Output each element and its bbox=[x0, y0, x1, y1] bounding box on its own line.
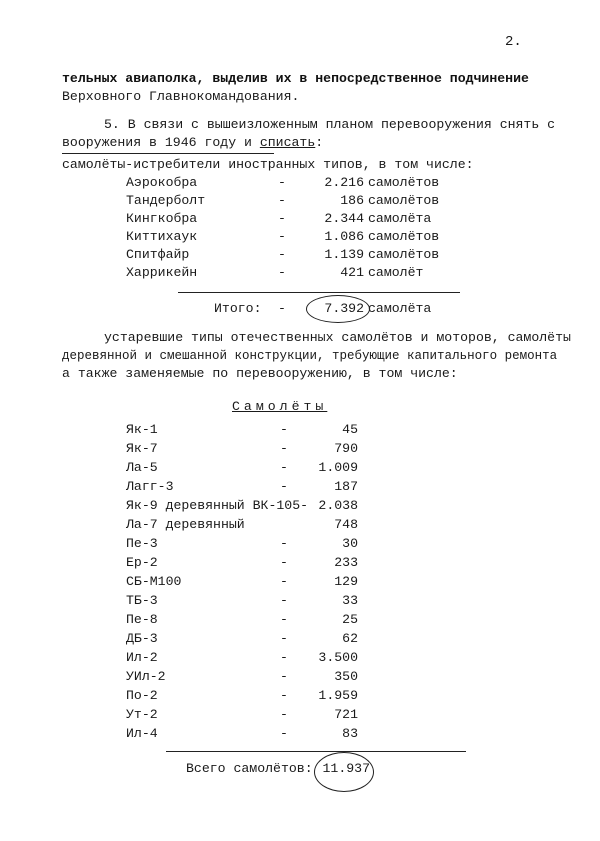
list-item bbox=[126, 174, 197, 192]
aircraft-name: УИл-2 bbox=[126, 669, 166, 684]
aircraft-name: По-2 bbox=[126, 688, 158, 703]
aircraft-name: Ил-4 bbox=[126, 726, 158, 741]
aircraft-name: ДБ-3 bbox=[126, 631, 158, 646]
list-dash: - bbox=[280, 479, 288, 494]
aircraft-unit: самолёта bbox=[368, 211, 432, 226]
list-item bbox=[126, 228, 197, 246]
list-dash: - bbox=[278, 175, 286, 190]
list-dash: - bbox=[280, 726, 288, 741]
list-dash: - bbox=[280, 650, 288, 665]
aircraft-name: Пе-8 bbox=[126, 612, 158, 627]
total-divider bbox=[178, 292, 460, 293]
aircraft-name: Як-9 деревянный ВК-105- bbox=[126, 498, 309, 513]
aircraft-unit: самолётов bbox=[368, 193, 440, 208]
intro-line-2: Верховного Главнокомандования. bbox=[62, 89, 300, 104]
aircraft-unit: самолётов bbox=[368, 229, 440, 244]
list-item bbox=[126, 210, 197, 228]
aircraft-name: Ла-5 bbox=[126, 460, 158, 475]
list-item bbox=[126, 192, 205, 210]
list-dash: - bbox=[280, 441, 288, 456]
aircraft-name: Аэрокобра bbox=[126, 175, 198, 190]
list-dash: - bbox=[278, 211, 286, 226]
list-dash: - bbox=[280, 631, 288, 646]
aircraft-count: 3.500 bbox=[318, 650, 358, 665]
aircraft-count: 233 bbox=[334, 555, 358, 570]
aircraft-name: Ер-2 bbox=[126, 555, 158, 570]
aircraft-name: Спитфайр bbox=[126, 247, 190, 262]
aircraft-count: 83 bbox=[342, 726, 358, 741]
list-dash: - bbox=[280, 536, 288, 551]
list-dash: - bbox=[278, 229, 286, 244]
aircraft-count: 30 bbox=[342, 536, 358, 551]
hand-drawn-circle bbox=[314, 752, 374, 792]
aircraft-name: Як-1 bbox=[126, 422, 158, 437]
write-off-word: списать bbox=[259, 135, 316, 150]
aircraft-count: 186 bbox=[340, 193, 364, 208]
aircraft-count: 790 bbox=[334, 441, 358, 456]
aircraft-count: 421 bbox=[340, 265, 364, 280]
aircraft-count: 350 bbox=[334, 669, 358, 684]
aircraft-count: 25 bbox=[342, 612, 358, 627]
point5-line-2-colon: : bbox=[315, 135, 324, 150]
list-item bbox=[126, 246, 189, 264]
list-dash: - bbox=[280, 422, 288, 437]
point5-line-1: 5. В связи с вышеизложенным планом перевооружения снять с bbox=[104, 117, 556, 132]
list-dash: - bbox=[278, 265, 286, 280]
obsolete-line-3: а также заменяемые по перевооружению, в том числе: bbox=[62, 366, 458, 381]
hand-drawn-circle bbox=[306, 295, 370, 323]
aircraft-unit: самолётов bbox=[368, 175, 440, 190]
list-dash: - bbox=[280, 574, 288, 589]
point5-line-2 bbox=[62, 135, 323, 151]
aircraft-name: СБ-М100 bbox=[126, 574, 182, 589]
aircraft-name: Ла-7 деревянный bbox=[126, 517, 245, 532]
list-dash: - bbox=[280, 593, 288, 608]
point5-line-3: самолёты-истребители иностранных типов, в том числе: bbox=[62, 157, 474, 172]
list-dash: - bbox=[280, 612, 288, 627]
aircraft-count: 1.959 bbox=[318, 688, 358, 703]
aircraft-unit: самолёт bbox=[368, 265, 424, 280]
aircraft-count: 1.086 bbox=[324, 229, 364, 244]
page-number: 2. bbox=[505, 34, 522, 50]
underline-rule bbox=[62, 153, 274, 154]
aircraft-count: 1.139 bbox=[324, 247, 364, 262]
total-label: Итого: bbox=[214, 301, 262, 316]
aircraft-name: Харрикейн bbox=[126, 265, 198, 280]
list-dash: - bbox=[280, 555, 288, 570]
grand-total-label: Всего самолётов: bbox=[186, 761, 313, 776]
aircraft-name: Ил-2 bbox=[126, 650, 158, 665]
aircraft-heading: Самолёты bbox=[232, 399, 328, 414]
aircraft-count: 748 bbox=[334, 517, 358, 532]
point5-line-2-text: вооружения в 1946 году и bbox=[62, 135, 260, 150]
aircraft-name: ТБ-3 bbox=[126, 593, 158, 608]
list-dash: - bbox=[280, 460, 288, 475]
aircraft-name: Пе-3 bbox=[126, 536, 158, 551]
aircraft-count: 45 bbox=[342, 422, 358, 437]
aircraft-unit: самолётов bbox=[368, 247, 440, 262]
intro-line-1: тельных авиаполка, выделив их в непосредственное подчинение bbox=[62, 71, 529, 86]
aircraft-name: Ут-2 bbox=[126, 707, 158, 722]
aircraft-count: 1.009 bbox=[318, 460, 358, 475]
aircraft-count: 2.216 bbox=[324, 175, 364, 190]
aircraft-count: 129 bbox=[334, 574, 358, 589]
aircraft-count: 721 bbox=[334, 707, 358, 722]
aircraft-count: 62 bbox=[342, 631, 358, 646]
list-dash: - bbox=[280, 707, 288, 722]
aircraft-count: 2.038 bbox=[318, 498, 358, 513]
grand-total-divider bbox=[166, 751, 466, 752]
list-dash: - bbox=[278, 193, 286, 208]
aircraft-name: Кингкобра bbox=[126, 211, 198, 226]
grand-total-count: 11.937 bbox=[322, 761, 370, 776]
aircraft-count: 2.344 bbox=[324, 211, 364, 226]
list-dash: - bbox=[278, 247, 286, 262]
total-dash: - bbox=[278, 301, 286, 316]
aircraft-count: 187 bbox=[334, 479, 358, 494]
total-unit: самолёта bbox=[368, 301, 432, 316]
total-count: 7.392 bbox=[324, 301, 364, 316]
aircraft-name: Лагг-3 bbox=[126, 479, 174, 494]
obsolete-line-2: деревянной и смешанной конструкции, требующие капитального ремонта bbox=[62, 349, 558, 363]
list-dash: - bbox=[280, 688, 288, 703]
obsolete-line-1: устаревшие типы отечественных самолётов и моторов, самолёты bbox=[104, 330, 571, 345]
aircraft-name: Як-7 bbox=[126, 441, 158, 456]
list-dash: - bbox=[280, 669, 288, 684]
aircraft-name: Киттихаук bbox=[126, 229, 198, 244]
list-item bbox=[126, 264, 197, 282]
aircraft-count: 33 bbox=[342, 593, 358, 608]
aircraft-name: Тандерболт bbox=[126, 193, 206, 208]
